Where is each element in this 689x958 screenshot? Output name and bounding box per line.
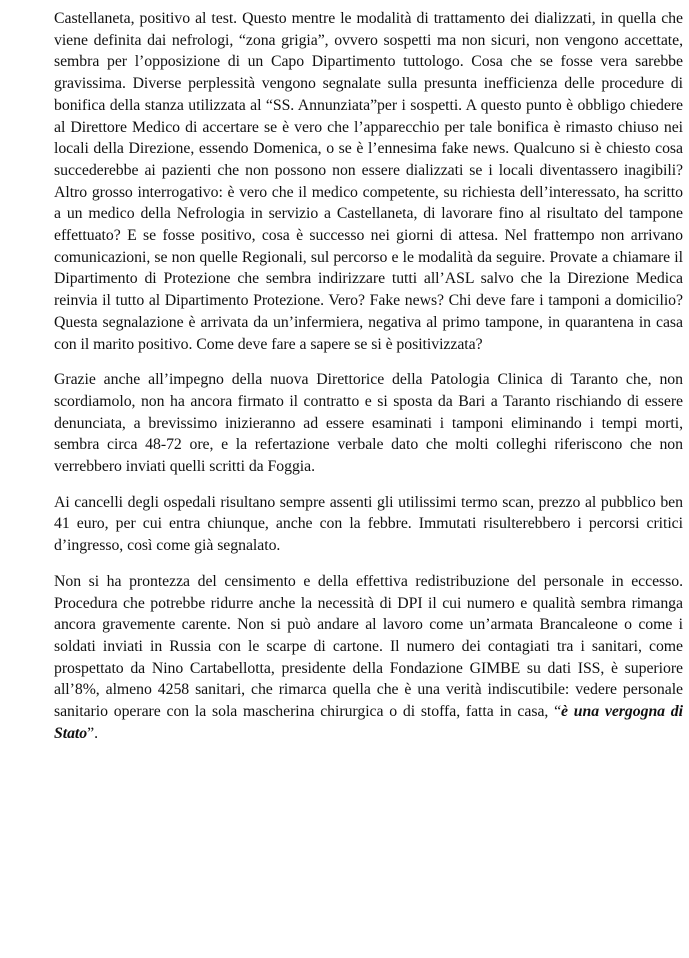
paragraph-clinical-pathology: Grazie anche all’impegno della nuova Direttorice della Patologia Clinica di Taranto che, non scordiamolo, non ha ancora firmato il contratto e si sposta da Bari a Taranto rischiando di essere denunciata, a brevissimo inizieranno ad essere esaminati i tamponi eliminando i tempi morti, sembra circa 48-72 ore, e la refertazione verbale dato che molti colleghi riferiscono che non verrebbero inviati quelli scritti da Foggia.	[54, 371, 683, 476]
paragraph-closing-quote: ”.	[87, 724, 98, 742]
paragraph-dialysis-and-sanitization: Castellaneta, positivo al test. Questo mentre le modalità di trattamento dei dializzati, in quella che viene definita dai nefrologi, “zona grigia”, ovvero sospetti ma non sicuri, non vengono accettate, sembra per l’opposizione di un Capo Dipartimento tuttologo. Cosa che se fosse vera sarebbe gravissima. Diverse perplessità vengono segnalate sulla presunta inefficienza delle procedure di bonifica della stanza utilizzata al “SS. Annunziata”per i sospetti. A questo punto è obbligo chiedere al Direttore Medico di accertare se è vero che l’apparecchio per tale bonifica è rimasto chiuso nei locali della Direzione, essendo Domenica, o se è l’ennesima fake news. Qualcuno si è chiesto cosa succederebbe ai pazienti che non possono non essere dializzati se i locali diventassero inagibili? Altro grosso interrogativo: è vero che il medico competente, su richiesta dell’interessato, ha scritto a un medico della Nefrologia in servizio a Castellaneta, di lavorare fino al risultato del tampone effettuato? E se fosse positivo, cosa è successo nei giorni di attesa. Nel frattempo non arrivano comunicazioni, se non quelle Regionali, sul percorso e le modalità da seguire. Provate a chiamare il Dipartimento di Protezione che sembra indirizzare tutti all’ASL salvo che la Direzione Medica reinvia il tutto al Dipartimento Protezione. Vero? Fake news? Chi deve fare i tamponi a domicilio? Questa segnalazione è arrivata da un’infermiera, negativa al primo tampone, in quarantena in casa con il marito positivo. Come deve fare a sapere se si è positivizzata?	[54, 10, 683, 353]
paragraph-personnel-and-dpi	[54, 571, 683, 745]
paragraph-personnel-text: Non si ha prontezza del censimento e della effettiva redistribuzione del personale in eccesso. Procedura che potrebbe ridurre anche la necessità di DPI il cui numero e qualità sembra rimanga ancora gravemente carente. Non si può andare al lavoro come un’armata Brancaleone o come i soldati inviati in Russia con le scarpe di cartone. Il numero dei contagiati tra i sanitari, come prospettato da Nino Cartabellotta, presidente della Fondazione GIMBE su dati ISS, è superiore all’8%, almeno 4258 sanitari, che rimarca quella che è una verità indiscutibile: vedere personale sanitario operare con la sola mascherina chirurgica o di stoffa, fatta in casa, “	[54, 572, 683, 721]
paragraph-hospital-gates: Ai cancelli degli ospedali risultano sempre assenti gli utilissimi termo scan, prezzo al pubblico ben 41 euro, per cui entra chiunque, anche con la febbre. Immutati risulterebbero i percorsi critici d’ingresso, così come già segnalato.	[54, 493, 683, 555]
document-page	[54, 8, 683, 759]
emphasized-quote: è una vergogna di Stato	[54, 703, 683, 742]
